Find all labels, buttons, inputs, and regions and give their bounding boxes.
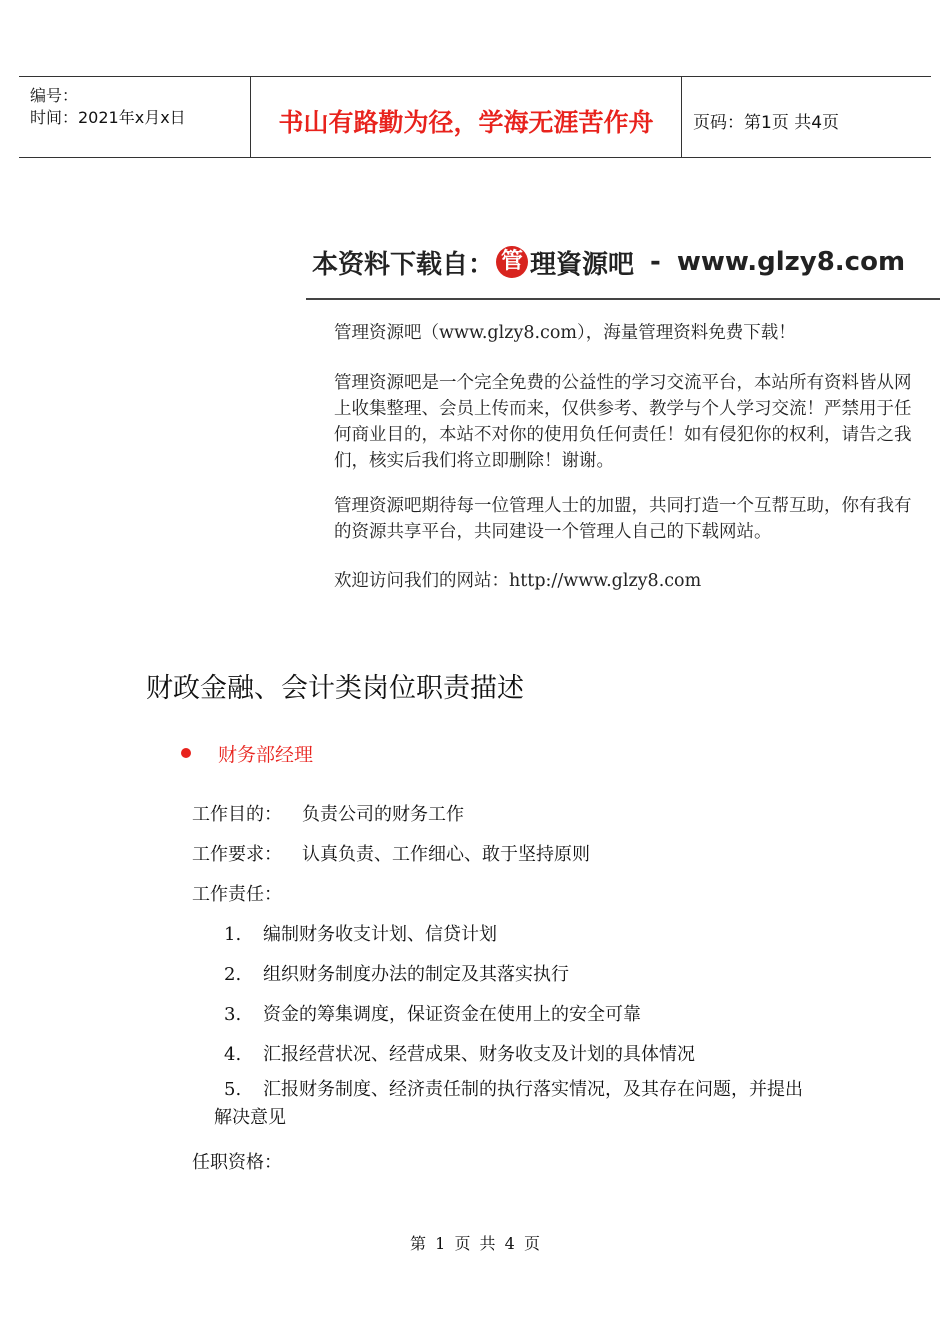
footer-ye: 页: [523, 1234, 540, 1253]
duty-label: 工作责任：: [192, 884, 282, 905]
duty-text: 汇报经营状况、经营成果、财务收支及计划的具体情况: [263, 1044, 695, 1065]
duty-item: [224, 920, 497, 946]
banner-prefix: 本资料下载自：: [312, 249, 495, 280]
header-meta-cell: [19, 77, 251, 157]
doc-time-label: 时间：2021年x月x日: [30, 108, 186, 127]
requirement-value: 认真负责、工作细心、敢于坚持原则: [302, 844, 590, 865]
notice-paragraph-3: 管理资源吧期待每一位管理人士的加盟，共同打造一个互帮互助，你有我有的资源共享平台，共同建设一个管理人自己的下载网站。: [334, 496, 912, 542]
duty-number: 3.: [224, 1004, 242, 1025]
document-title: 财政金融、会计类岗位职责描述: [146, 673, 524, 704]
qualification-label: 任职资格：: [192, 1152, 282, 1173]
purpose-row: [192, 800, 464, 826]
download-banner: [312, 244, 905, 280]
notice-paragraph-2: 管理资源吧是一个完全免费的公益性的学习交流平台，本站所有资料皆从网上收集整理、会员上传而来，仅供参考、教学与个人学习交流！严禁用于任何商业目的，本站不对你的使用负任何责任！如有侵犯你的权利，请告之我们，核实后我们将立即删除！谢谢。: [334, 373, 912, 471]
header-motto-cell: [251, 77, 682, 157]
duty-number: 2.: [224, 964, 242, 985]
banner-url[interactable]: www.glzy8.com: [676, 247, 906, 277]
header-page-info: 页码：第1页 共4页: [693, 113, 840, 133]
duty-text: 汇报财务制度、经济责任制的执行落实情况，及其存在问题，并提出解决意见: [214, 1079, 803, 1128]
bullet-icon: [181, 748, 191, 758]
requirement-row: [192, 840, 590, 866]
footer-page-number: 1: [435, 1234, 446, 1253]
purpose-label: 工作目的：: [192, 804, 282, 825]
header-page-cell: [682, 77, 931, 157]
duty-number: 4.: [224, 1044, 242, 1065]
footer-di: 第: [410, 1234, 427, 1253]
notice-paragraph-4: 欢迎访问我们的网站：http://www.glzy8.com: [334, 571, 702, 591]
duty-text: 资金的筹集调度，保证资金在使用上的安全可靠: [263, 1004, 641, 1025]
banner-divider: [306, 298, 940, 300]
page-footer: [0, 1231, 950, 1254]
footer-gong: 共: [479, 1234, 496, 1253]
duty-number: 5.: [224, 1079, 242, 1100]
footer-ye: 页: [454, 1234, 471, 1253]
duty-item: [224, 1000, 641, 1026]
header-motto: 书山有路勤为径，学海无涯苦作舟: [278, 108, 654, 137]
requirement-label: 工作要求：: [192, 844, 282, 865]
banner-site-name: 理資源吧: [530, 249, 635, 280]
doc-code-label: 编号：: [30, 86, 79, 105]
page-header: [19, 76, 931, 158]
duty-text: 组织财务制度办法的制定及其落实执行: [263, 964, 569, 985]
purpose-value: 负责公司的财务工作: [302, 804, 464, 825]
section-heading: 财务部经理: [218, 744, 314, 766]
notice-paragraph-1: 管理资源吧（www.glzy8.com），海量管理资料免费下载！: [334, 323, 796, 343]
duty-text: 编制财务收支计划、信贷计划: [263, 924, 497, 945]
site-logo-icon: 管: [496, 246, 528, 278]
duty-number: 1.: [224, 924, 242, 945]
duty-item: [214, 1076, 814, 1132]
duty-item: [224, 1040, 695, 1066]
duty-item: [224, 960, 569, 986]
footer-total-pages: 4: [504, 1234, 515, 1253]
banner-separator: -: [650, 247, 661, 277]
